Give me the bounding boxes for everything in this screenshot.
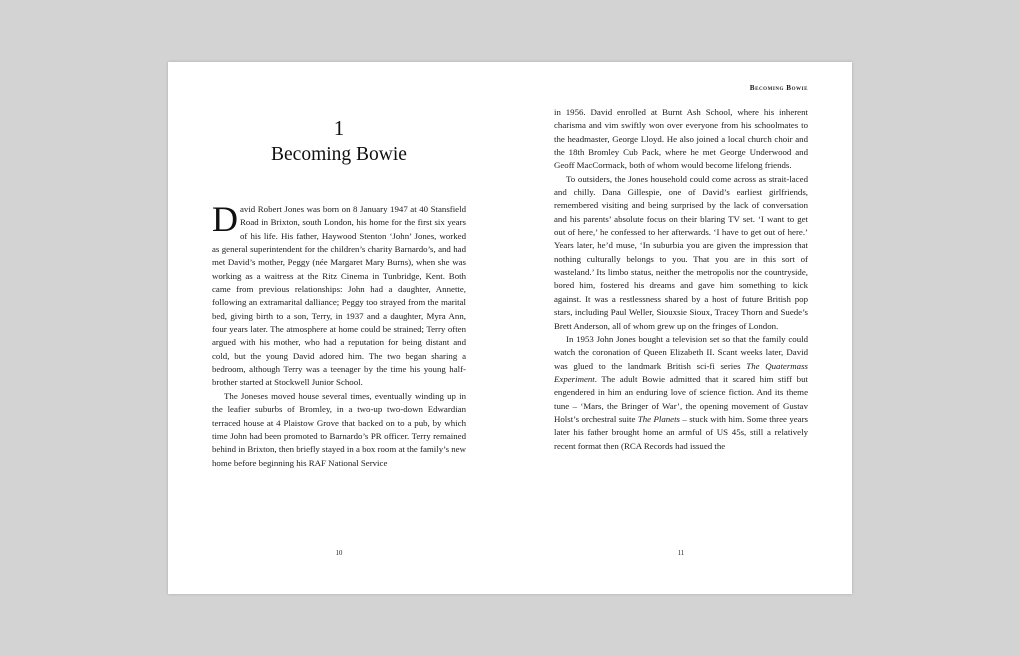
paragraph — [212, 199, 466, 390]
italic-title: The Quatermass Experiment — [554, 360, 808, 384]
right-page-body — [554, 106, 808, 453]
page-number-left: 10 — [335, 550, 343, 557]
book-spread — [168, 62, 852, 594]
paragraph-text: In 1953 John Jones bought a television set so that the family could watch the coronation of Queen Elizabeth II. Scant weeks later, David was glued to the landmark British sci-fi series — [554, 333, 808, 371]
paragraph — [554, 106, 808, 173]
chapter-title: Becoming Bowie — [271, 144, 407, 165]
paragraph-text: avid Robert Jones was born on 8 January 1947 at 40 Stansfield Road in Brixton, south London, his home for the first six years of his life. His father, Haywood Stenton ‘John’ Jones, worked as general superintendent for the children’s charity Barnardo’s, and had met David’s mother, Peggy (née Margaret Mary Burns), when she was working as a waitress at the Ritz Cinema in Tunbridge, Kent. Both came from previous relationships: John had a daughter, Annette, following an extramarital dalliance; Peggy too strayed from the marital bed, giving birth to a son, Terry, in 1937 and a daughter, Myra Ann, four years later. The atmosphere at home could be strained; Terry often argued with his mother, who had a reputation for being distant and cold, but the young David adored him. The two began sharing a bedroom, although Terry was a teenager by the time his young half-brother started at Stockwell Junior School. — [212, 204, 466, 388]
paragraph — [554, 333, 808, 453]
paragraph — [554, 173, 808, 333]
paragraph-text: To outsiders, the Jones household could come across as strait-laced and chilly. Dana Gillespie, one of David’s earliest girlfriends, remembered visiting and being surprised by the lack of conversation and his parents’ absolute focus on their blaring TV set. ‘I want to get out of here,’ he confessed to her afterwards. ‘I have to get out of here.’ Years later, he’d muse, ‘In suburbia you are given the impression that nothing culturally belongs to you. That you are in this sort of wasteland.’ Its limbo status, neither the metropolis nor the countryside, bored him, fostered his dreams and gave him something to kick against. It was a restlessness shared by a host of future British pop stars, including Paul Weller, Siouxsie Sioux, Tracey Thorn and Suede’s Brett Anderson, all of whom grew up on the fringes of London. — [554, 173, 808, 331]
italic-title: The Planets — [637, 413, 680, 424]
paragraph-text: The Joneses moved house several times, eventually winding up in the leafier suburbs of Bromley, in a two-up two-down Edwardian terraced house at 4 Plaistow Grove that backed on to a pub, by which time John had been promoted to Barnardo’s PR officer. Terry remained behind in Brixton, then briefly stayed in a box room at the family’s new home before beginning his RAF National Service — [212, 390, 466, 468]
page-left — [168, 62, 510, 594]
page-number-right: 11 — [677, 550, 685, 557]
paragraph-text: . The adult Bowie admitted that it scared him stiff but engendered in him an enduring love of science fiction. And its theme tune – ‘Mars, the Bringer of War’, the opening movement of Gustav Holst’s orchestral suite — [554, 373, 808, 424]
running-head: Becoming Bowie — [749, 84, 808, 92]
drop-cap: D — [212, 199, 238, 239]
chapter-number: 1 — [333, 116, 345, 140]
paragraph-text: – stuck with him. Some three years later his father brought home an armful of US 45s, still a relatively recent format then (RCA Records had issued the — [554, 413, 808, 451]
page-right — [510, 62, 852, 594]
left-page-body — [212, 199, 466, 470]
paragraph-text: in 1956. David enrolled at Burnt Ash School, where his inherent charisma and vim swiftly won over everyone from his schoolmates to the headmaster, George Lloyd. He also joined a local church choir and the 18th Bromley Cub Pack, where he met George Underwood and Geoff MacCormack, both of whom would become lifelong friends. — [554, 107, 808, 171]
paragraph — [212, 390, 466, 470]
